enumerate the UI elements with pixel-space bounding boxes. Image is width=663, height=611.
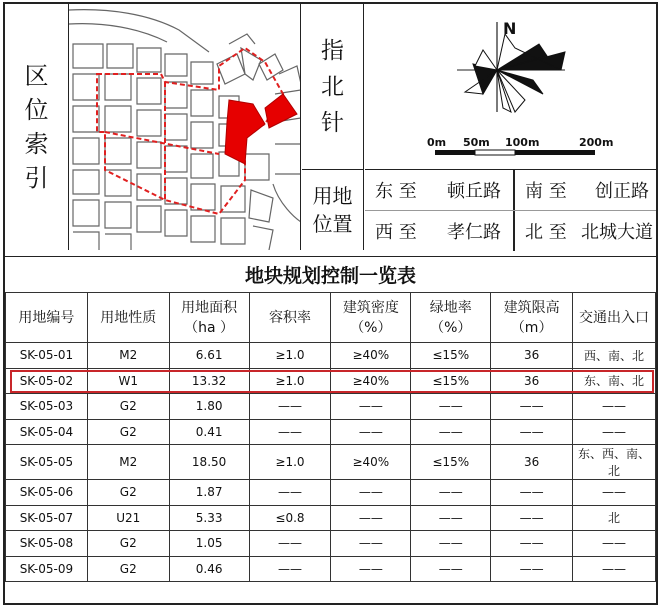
table-cell: 0.41	[169, 419, 249, 445]
table-cell: SK-05-04	[6, 419, 88, 445]
table-cell: SK-05-01	[6, 343, 88, 369]
boundary-north	[525, 211, 655, 251]
table-cell: 36	[491, 368, 573, 394]
header-line: 建筑限高	[503, 299, 560, 316]
compass-label	[302, 4, 364, 169]
table-cell: ≤15%	[411, 368, 491, 394]
table-cell: 东、西、南、北	[573, 445, 656, 480]
table-cell: 西、南、北	[573, 343, 656, 369]
header-line: （%）	[350, 319, 392, 336]
boundary-direction: 东 至	[375, 181, 417, 202]
column-header	[87, 293, 169, 343]
document-frame	[3, 2, 658, 605]
table-cell: ——	[411, 394, 491, 420]
table-cell: ——	[411, 419, 491, 445]
table-cell: ≤15%	[411, 445, 491, 480]
boundary-roads	[365, 169, 656, 250]
table-cell: 0.46	[169, 556, 249, 582]
boundary-road: 顿丘路	[447, 181, 501, 202]
wind-rose-icon	[365, 4, 656, 169]
table-cell: ——	[331, 505, 411, 531]
label-line: 用地	[312, 184, 353, 208]
table-cell: ——	[491, 419, 573, 445]
column-header	[169, 293, 249, 343]
table-cell: ——	[411, 480, 491, 506]
table-cell: 6.61	[169, 343, 249, 369]
table-cell: G2	[87, 531, 169, 557]
table-header-row	[6, 293, 656, 343]
table-cell: 5.33	[169, 505, 249, 531]
table-cell: 36	[491, 445, 573, 480]
road-network-map	[69, 4, 301, 250]
boundary-road: 创正路	[595, 181, 649, 202]
table-cell: ≥1.0	[249, 445, 331, 480]
north-arrow-panel	[365, 4, 656, 169]
table-cell: ≥40%	[331, 445, 411, 480]
table-cell: ——	[331, 531, 411, 557]
table-cell: ——	[411, 531, 491, 557]
table-row	[6, 343, 656, 369]
boundary-west	[375, 211, 509, 251]
table-cell: ≤15%	[411, 343, 491, 369]
header-line: 绿地率	[429, 299, 472, 316]
label-line: 位置	[312, 212, 353, 236]
table-row-highlighted	[6, 368, 656, 394]
table-cell: SK-05-06	[6, 480, 88, 506]
table-cell: ≥1.0	[249, 343, 331, 369]
location-map	[69, 4, 301, 250]
table-cell: ——	[573, 531, 656, 557]
table-cell: ——	[249, 394, 331, 420]
table-cell: U21	[87, 505, 169, 531]
table-cell: G2	[87, 394, 169, 420]
column-header	[573, 293, 656, 343]
scale-tick-label: 200m	[579, 136, 614, 149]
table-cell: ≥40%	[331, 343, 411, 369]
location-index-label	[5, 4, 69, 250]
table-cell: ——	[331, 394, 411, 420]
table-cell: ——	[411, 505, 491, 531]
table-cell: SK-05-05	[6, 445, 88, 480]
label-char: 北	[321, 73, 344, 100]
table-cell: ——	[331, 419, 411, 445]
table-cell: G2	[87, 556, 169, 582]
column-header	[6, 293, 88, 343]
label-char: 针	[321, 109, 344, 136]
site-location-label	[302, 169, 364, 250]
table-row	[6, 419, 656, 445]
table-cell: M2	[87, 343, 169, 369]
north-letter: N	[503, 19, 517, 38]
label-char: 位	[24, 96, 49, 124]
table-cell: ——	[573, 419, 656, 445]
header-line: 建筑密度	[342, 299, 399, 316]
control-table	[5, 292, 656, 582]
table-cell: ——	[491, 531, 573, 557]
table-cell: ≤0.8	[249, 505, 331, 531]
table-cell: ≥1.0	[249, 368, 331, 394]
label-char: 指	[321, 37, 344, 64]
scale-tick-label: 50m	[463, 136, 490, 149]
header-line: （ha ）	[184, 319, 235, 336]
table-row	[6, 480, 656, 506]
table-title: 地块规划控制一览表	[5, 256, 656, 292]
table-cell: ——	[249, 419, 331, 445]
label-char: 引	[24, 164, 49, 192]
boundary-direction: 北 至	[525, 222, 567, 243]
table-row	[6, 505, 656, 531]
header-line: 交通出入口	[579, 309, 650, 326]
boundary-direction: 南 至	[525, 181, 567, 202]
table-cell: 北	[573, 505, 656, 531]
table-cell: 36	[491, 343, 573, 369]
boundary-direction: 西 至	[375, 222, 417, 243]
header-line: （%）	[430, 319, 472, 336]
table-cell: ——	[249, 480, 331, 506]
table-cell: ——	[411, 556, 491, 582]
header-line: 用地编号	[18, 309, 75, 326]
scale-bar	[427, 136, 613, 155]
table-cell: G2	[87, 480, 169, 506]
column-header	[331, 293, 411, 343]
boundary-road: 孝仁路	[447, 222, 501, 243]
table-cell: ——	[249, 531, 331, 557]
column-header	[491, 293, 573, 343]
table-cell: SK-05-09	[6, 556, 88, 582]
table-cell: ≥40%	[331, 368, 411, 394]
table-row	[6, 394, 656, 420]
table-cell: ——	[331, 556, 411, 582]
table-cell: SK-05-02	[6, 368, 88, 394]
table-body	[6, 343, 656, 582]
table-cell: ——	[491, 394, 573, 420]
table-row	[6, 556, 656, 582]
table-cell: W1	[87, 368, 169, 394]
table-cell: ——	[573, 480, 656, 506]
table-cell: 1.05	[169, 531, 249, 557]
boundary-road: 北城大道	[581, 222, 653, 243]
boundary-east	[375, 170, 509, 210]
table-cell: 18.50	[169, 445, 249, 480]
table-cell: 1.80	[169, 394, 249, 420]
column-header	[411, 293, 491, 343]
scale-tick-label: 100m	[505, 136, 540, 149]
header-line: （m）	[510, 319, 553, 336]
scale-tick-label: 0m	[427, 136, 447, 149]
header-line: 用地面积	[181, 299, 238, 316]
table-cell: ——	[331, 480, 411, 506]
table-cell: 1.87	[169, 480, 249, 506]
table-cell: ——	[573, 394, 656, 420]
table-cell: ——	[249, 556, 331, 582]
table-cell: G2	[87, 419, 169, 445]
boundary-south	[525, 170, 655, 210]
table-row	[6, 531, 656, 557]
label-char: 区	[24, 62, 49, 90]
header-line: 容积率	[268, 309, 311, 326]
table-cell: 东、南、北	[573, 368, 656, 394]
table-cell: ——	[573, 556, 656, 582]
table-cell: SK-05-08	[6, 531, 88, 557]
table-cell: SK-05-03	[6, 394, 88, 420]
column-header	[249, 293, 331, 343]
top-section	[5, 4, 656, 256]
table-cell: M2	[87, 445, 169, 480]
table-cell: ——	[491, 480, 573, 506]
table-row	[6, 445, 656, 480]
header-line: 用地性质	[100, 309, 157, 326]
label-char: 索	[24, 130, 49, 158]
table-cell: ——	[491, 556, 573, 582]
table-cell: SK-05-07	[6, 505, 88, 531]
table-cell: ——	[491, 505, 573, 531]
table-cell: 13.32	[169, 368, 249, 394]
